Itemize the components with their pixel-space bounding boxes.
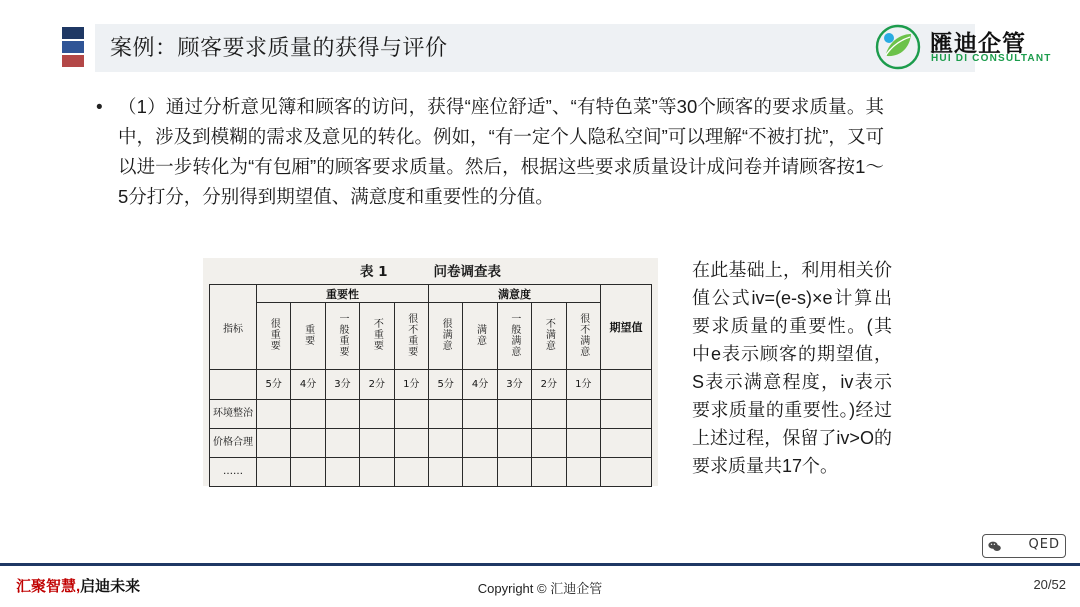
table-level-importance-1: 很重要 <box>257 303 291 370</box>
table-level-importance-5: 很不重要 <box>394 303 428 370</box>
table-level-satisfaction-2: 满意 <box>463 303 497 370</box>
table-score-1: 5分 <box>257 370 291 400</box>
table-level-satisfaction-1: 很满意 <box>428 303 462 370</box>
table-cell <box>601 400 652 429</box>
table-row-level-header <box>210 303 652 370</box>
table-cell <box>257 429 291 458</box>
logo-text-english: HUI DI CONSULTANT <box>931 53 1052 64</box>
table-row-scores <box>210 370 652 400</box>
table-group-satisfaction: 满意度 <box>428 285 600 303</box>
table-score-6: 5分 <box>428 370 462 400</box>
table-cell <box>532 458 566 487</box>
qed-badge-text: QED <box>1028 537 1060 552</box>
table-cell <box>325 400 359 429</box>
wechat-icon <box>988 539 1001 550</box>
table-row <box>210 458 652 487</box>
table-cell <box>257 458 291 487</box>
table-cell <box>601 429 652 458</box>
table-cell <box>394 458 428 487</box>
table-level-importance-2: 重要 <box>291 303 325 370</box>
header-marker-3 <box>62 55 84 67</box>
figure-caption <box>203 260 658 280</box>
header-marker-1 <box>62 27 84 39</box>
table-header-index: 指标 <box>210 285 257 370</box>
table-score-8: 3分 <box>497 370 531 400</box>
logo-text-chinese: 匯迪企管 <box>930 30 1026 56</box>
table-cell <box>325 429 359 458</box>
company-logo <box>874 22 1064 74</box>
table-cell <box>291 400 325 429</box>
table-level-satisfaction-5: 很不满意 <box>566 303 600 370</box>
table-cell <box>360 400 394 429</box>
table-row-label-3: …… <box>210 458 257 487</box>
table-cell <box>291 429 325 458</box>
table-row <box>210 429 652 458</box>
header-marker-2 <box>62 41 84 53</box>
table-cell <box>428 400 462 429</box>
qed-badge <box>982 534 1066 560</box>
table-score-3: 3分 <box>325 370 359 400</box>
footer-slogan-black: 启迪未来 <box>80 578 141 595</box>
table-level-satisfaction-4: 不满意 <box>532 303 566 370</box>
figure-caption-label: 表 1 <box>359 264 388 280</box>
table-score-5: 1分 <box>394 370 428 400</box>
page-title: 案例：顾客要求质量的获得与评价 <box>110 35 448 60</box>
table-score-blank <box>210 370 257 400</box>
footer-slogan-red: 汇聚智慧, <box>16 578 81 595</box>
table-cell <box>360 429 394 458</box>
table-cell <box>532 429 566 458</box>
figure-caption-title: 问卷调查表 <box>433 264 502 280</box>
table-cell <box>497 400 531 429</box>
footer-copyright: Copyright © 汇迪企管 <box>477 581 603 596</box>
table-score-9: 2分 <box>532 370 566 400</box>
table-score-10: 1分 <box>566 370 600 400</box>
table-row-group-header <box>210 285 652 303</box>
table-cell <box>497 429 531 458</box>
table-level-satisfaction-3: 一般满意 <box>497 303 531 370</box>
table-row-label-1: 环境整治 <box>210 400 257 429</box>
table-score-7: 4分 <box>463 370 497 400</box>
table-cell <box>257 400 291 429</box>
table-level-importance-3: 一般重要 <box>325 303 359 370</box>
table-cell <box>532 400 566 429</box>
questionnaire-table-figure <box>203 258 658 486</box>
table-cell <box>463 458 497 487</box>
body-paragraph: （1）通过分析意见簿和顾客的访问，获得“座位舒适”、“有特色菜”等30个顾客的要求质量。其中，涉及到模糊的需求及意见的转化。例如，“有一定个人隐私空间”可以理解“不被打扰”，又可以进一步转化为“有包厢”的顾客要求质量。然后，根据这些要求质量设计成问卷并请顾客按1～5分打分，分别得到期望值、满意度和重要性的分值。 <box>118 96 884 207</box>
table-cell <box>566 400 600 429</box>
table-group-expectation: 期望值 <box>601 285 652 370</box>
table-score-4: 2分 <box>360 370 394 400</box>
table-cell <box>394 400 428 429</box>
questionnaire-table <box>209 284 652 487</box>
table-score-expectation-blank <box>601 370 652 400</box>
table-cell <box>566 458 600 487</box>
table-cell <box>463 429 497 458</box>
footer-divider <box>0 563 1080 566</box>
footer-page-number: 20/52 <box>1033 577 1066 592</box>
table-cell <box>360 458 394 487</box>
table-cell <box>566 429 600 458</box>
table-cell <box>463 400 497 429</box>
table-cell <box>325 458 359 487</box>
table-cell <box>428 429 462 458</box>
table-cell <box>601 458 652 487</box>
table-row <box>210 400 652 429</box>
table-cell <box>428 458 462 487</box>
table-row-label-2: 价格合理 <box>210 429 257 458</box>
table-cell <box>497 458 531 487</box>
table-level-importance-4: 不重要 <box>360 303 394 370</box>
table-score-2: 4分 <box>291 370 325 400</box>
side-explanation-text: 在此基础上，利用相关价值公式iv=(e-s)×e计算出要求质量的重要性。(其中e表示顾客的期望值，S表示满意程度，iv表示要求质量的重要性。)经过上述过程，保留了iv>O的要求质量共17个。 <box>692 260 892 476</box>
bullet-marker: • <box>96 97 103 118</box>
table-cell <box>394 429 428 458</box>
table-group-importance: 重要性 <box>257 285 429 303</box>
table-cell <box>291 458 325 487</box>
leaf-circle-icon <box>874 24 922 70</box>
